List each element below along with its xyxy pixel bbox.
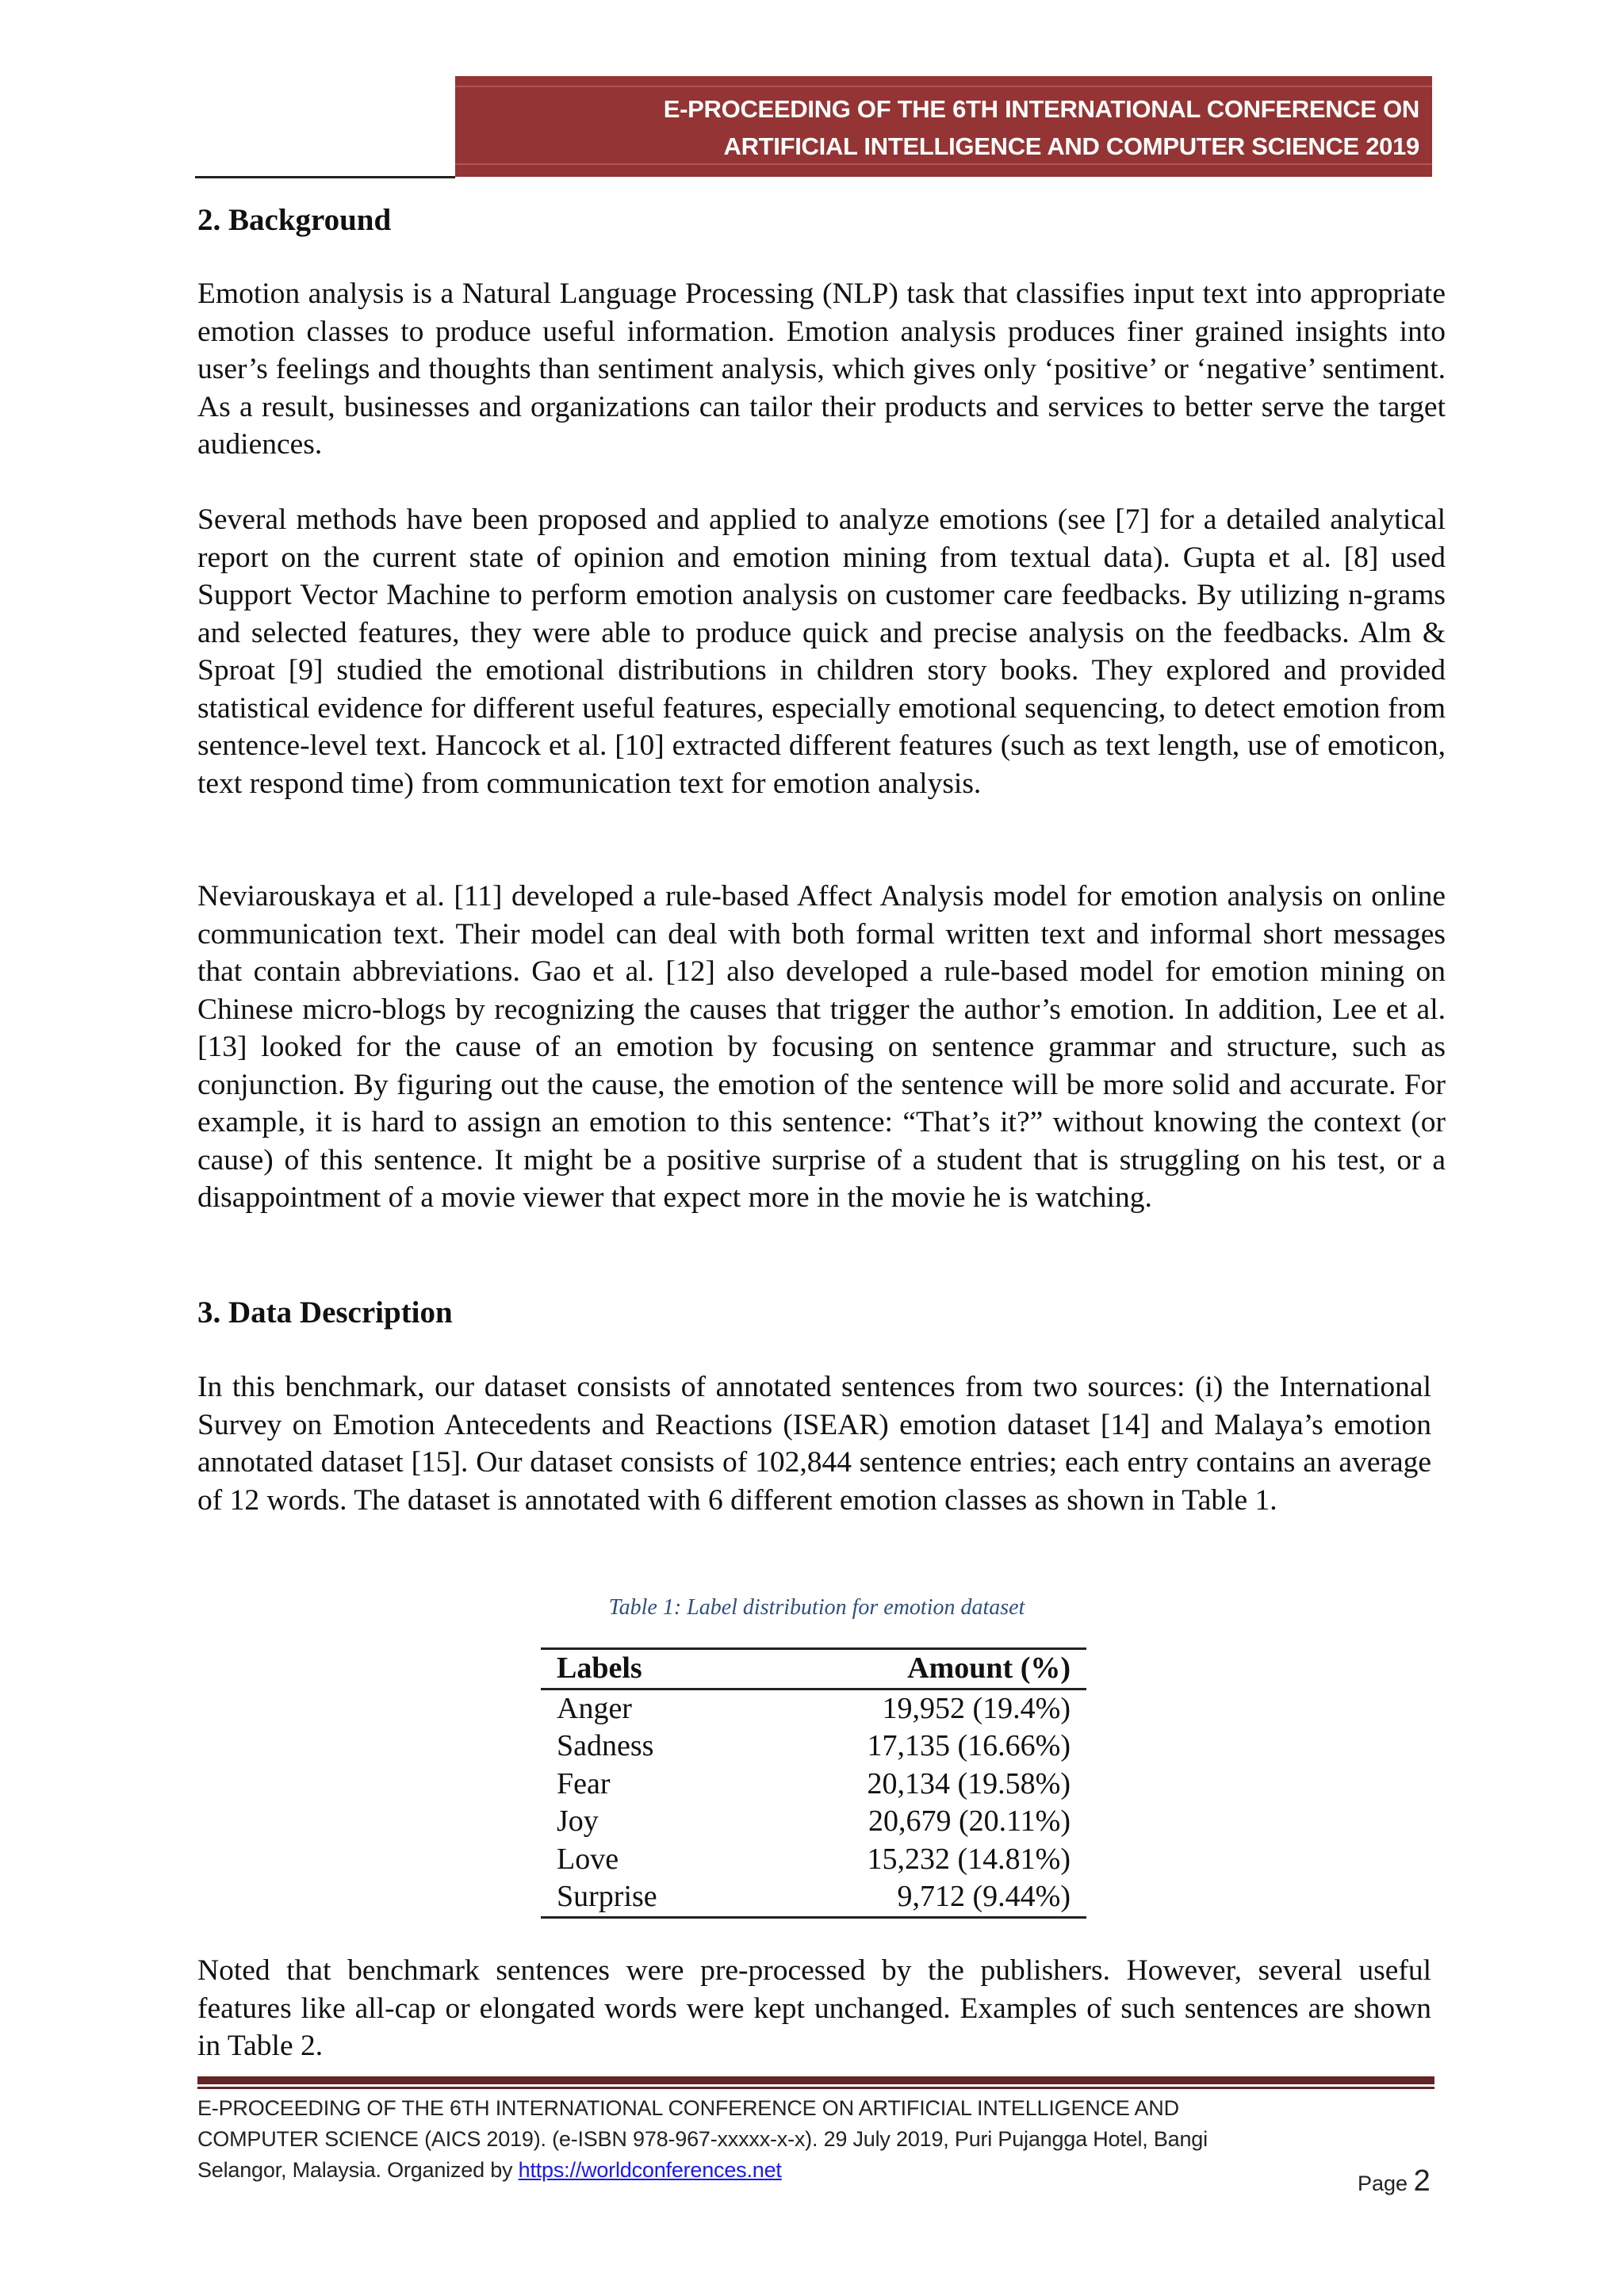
footer-citation	[197, 2093, 1434, 2186]
table-row	[541, 1728, 1086, 1766]
amount-cell: 9,712 (9.44%)	[737, 1878, 1086, 1917]
conference-header-banner	[455, 76, 1432, 177]
label-cell: Fear	[557, 1766, 611, 1800]
label-cell: Joy	[557, 1804, 599, 1838]
worldconferences-link[interactable]: https://worldconferences.net	[518, 2158, 782, 2182]
footer-line-1: E-PROCEEDING OF THE 6TH INTERNATIONAL CONFERENCE ON ARTIFICIAL INTELLIGENCE AND	[197, 2096, 1179, 2120]
amount-cell: 15,232 (14.81%)	[867, 1842, 1071, 1876]
data-description-paragraph-2: Noted that benchmark sentences were pre-processed by the publishers. However, several useful features like all-cap or elongated words were kept unchanged. Examples of such sentences are shown in Table 2.	[197, 1954, 1431, 2062]
amount-cell: 19,952 (19.4%)	[882, 1691, 1071, 1725]
table-1-caption: Table 1: Label distribution for emotion dataset	[608, 1595, 1025, 1620]
page-label: Page	[1358, 2172, 1408, 2195]
conference-title	[664, 90, 1419, 165]
table-row	[541, 1689, 1086, 1728]
amount-cell: 17,135 (16.66%)	[867, 1729, 1071, 1762]
data-description-paragraph-1: In this benchmark, our dataset consists of annotated sentences from two sources: (i) the International Survey on Emotion Antecedents and Reactions (ISEAR) emotion dataset [14] and Malaya’s emotion annotated dataset [15]. Our dataset consists of 102,844 sentence entries; each entry contains an average of 12 words. The dataset is annotated with 6 different emotion classes as shown in Table 1.	[197, 1371, 1431, 1517]
footer-rule-thick	[197, 2076, 1434, 2084]
label-cell: Surprise	[541, 1878, 737, 1917]
label-cell: Love	[557, 1842, 619, 1876]
banner-stripe	[455, 86, 1432, 87]
table-row	[541, 1878, 1086, 1917]
amount-cell: 20,679 (20.11%)	[868, 1804, 1071, 1838]
conference-title-line-1: E-PROCEEDING OF THE 6TH INTERNATIONAL CONFERENCE ON	[663, 95, 1419, 123]
header-rule	[195, 176, 455, 178]
column-header-labels: Labels	[541, 1649, 737, 1689]
footer-line-3	[197, 2155, 1434, 2186]
background-paragraph-3: Neviarouskaya et al. [11] developed a rule-based Affect Analysis model for emotion analysis on online communication text. Their model can deal with both formal written text and informal short messages that contain abbreviations. Gao et al. [12] also developed a rule-based model for emotion mining on Chinese micro-blogs by recognizing the causes that trigger the author’s emotion. In addition, Lee et al. [13] looked for the cause of an emotion by focusing on sentence grammar and structure, such as conjunction. By figuring out the cause, the emotion of the sentence will be more solid and accurate. For example, it is hard to assign an emotion to this sentence: “That’s it?” without knowing the context (or cause) of this sentence. It might be a positive surprise of a student that is struggling on his test, or a disappointment of a movie viewer that expect more in the movie he is watching.	[197, 880, 1446, 1214]
page-number-value: 2	[1413, 2164, 1431, 2198]
conference-title-line-2: ARTIFICIAL INTELLIGENCE AND COMPUTER SCIENCE 2019	[723, 132, 1419, 160]
table-row	[541, 1841, 1086, 1879]
section-heading-data-description: 3. Data Description	[197, 1295, 453, 1330]
table-row	[541, 1766, 1086, 1804]
table-header-row	[541, 1649, 1086, 1689]
footer-organizer-text: Selangor, Malaysia. Organized by	[197, 2158, 519, 2182]
page-number	[1358, 2164, 1431, 2198]
label-cell: Anger	[557, 1691, 632, 1725]
background-paragraph-1: Emotion analysis is a Natural Language Processing (NLP) task that classifies input text into appropriate emotion classes to produce useful information. Emotion analysis produces finer grained insights into user’s feelings and thoughts than sentiment analysis, which gives only ‘positive’ or ‘negative’ sentiment. As a result, businesses and organizations can tailor their products and services to better serve the target audiences.	[197, 277, 1446, 461]
footer-rule-thin	[197, 2087, 1434, 2089]
label-distribution-table	[541, 1647, 1086, 1919]
footer-line-2: COMPUTER SCIENCE (AICS 2019). (e-ISBN 978-967-xxxxx-x-x). 29 July 2019, Puri Pujangga Hotel, Bangi	[197, 2127, 1208, 2151]
label-cell: Sadness	[557, 1729, 654, 1762]
table-row	[541, 1803, 1086, 1841]
section-heading-background: 2. Background	[197, 203, 392, 237]
background-paragraph-2: Several methods have been proposed and applied to analyze emotions (see [7] for a detailed analytical report on the current state of opinion and emotion mining from textual data). Gupta et al. [8] used Support Vector Machine to perform emotion analysis on customer care feedbacks. By utilizing n-grams and selected features, they were able to produce quick and precise analysis on the feedbacks. Alm & Sproat [9] studied the emotional distributions in children story books. They explored and provided statistical evidence for different useful features, especially emotional sequencing, to detect emotion from sentence-level text. Hancock et al. [10] extracted different features (such as text length, use of emoticon, text respond time) from communication text for emotion analysis.	[197, 503, 1446, 800]
amount-cell: 20,134 (19.58%)	[867, 1766, 1071, 1800]
column-header-amount: Amount (%)	[737, 1649, 1086, 1689]
